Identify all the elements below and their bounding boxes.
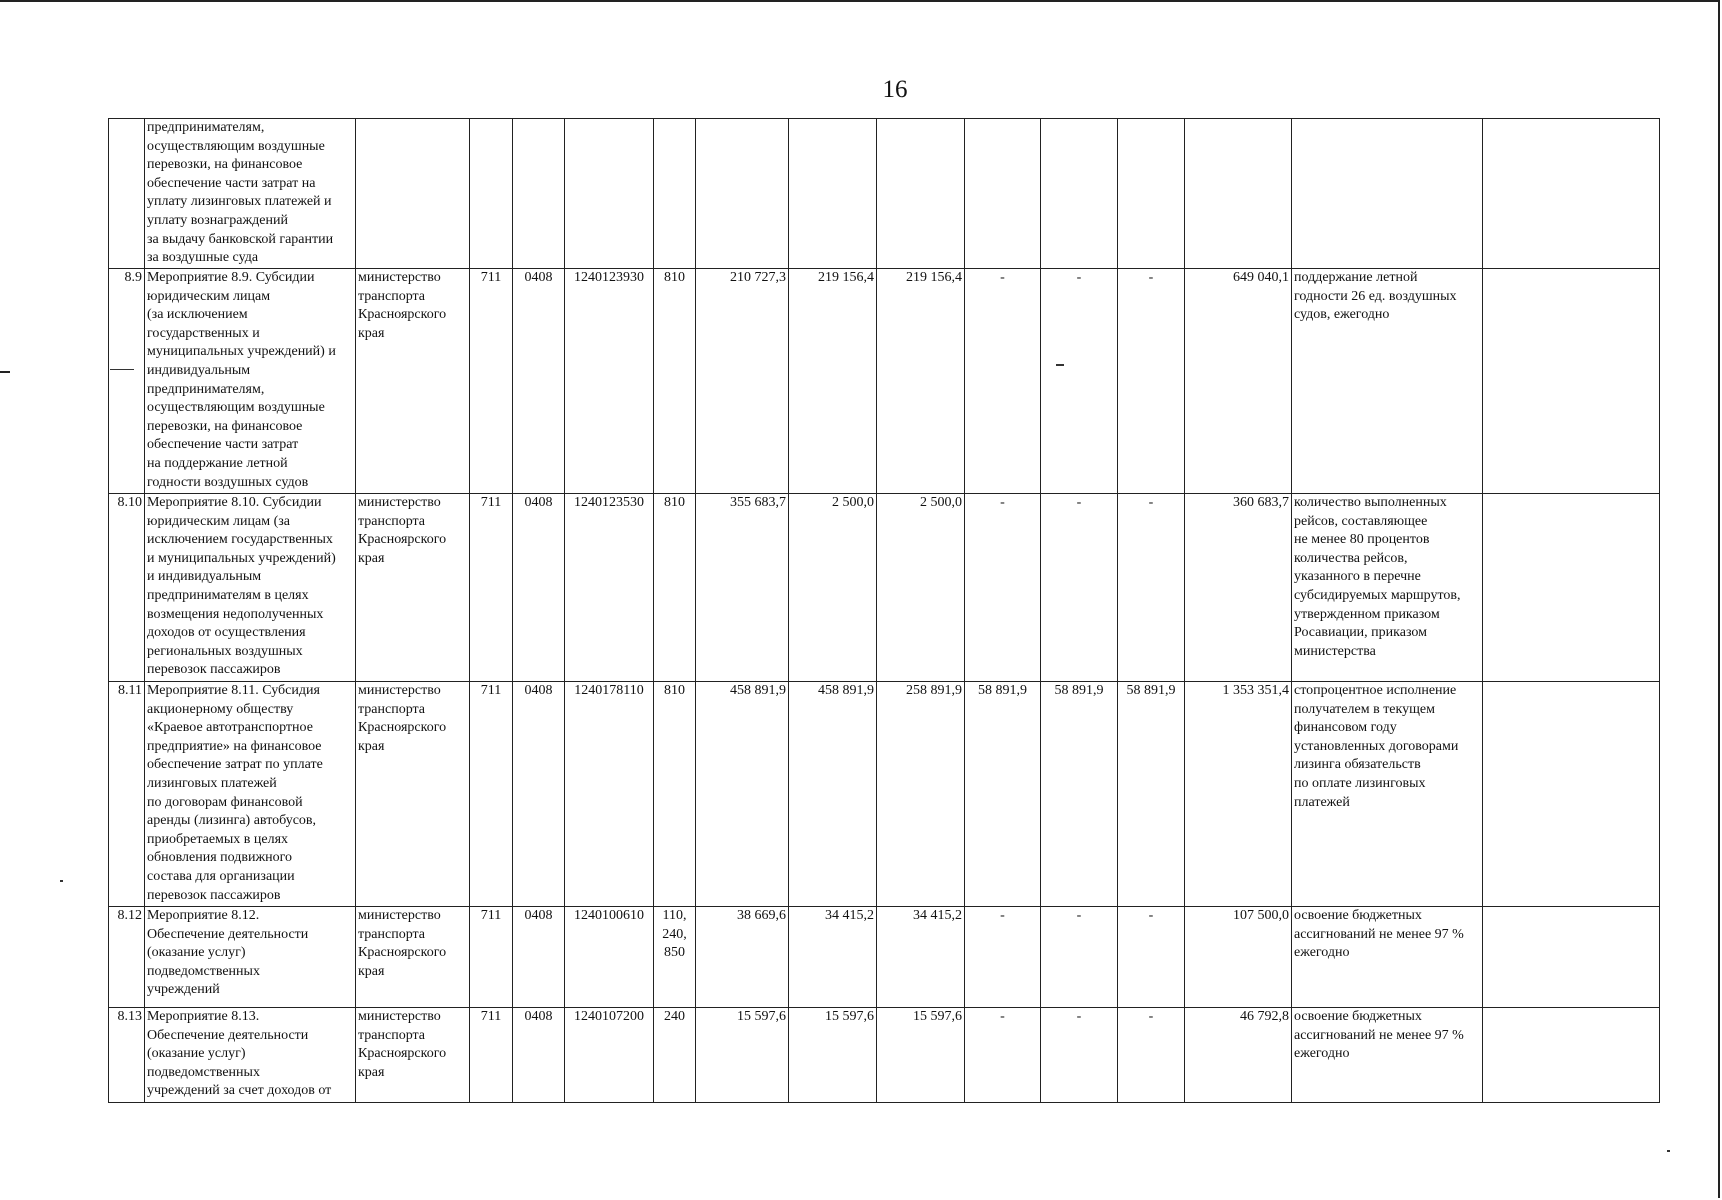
activity-name: Мероприятие 8.9. Субсидии юридическим лицам (за исключением государственных и муниципальных учреждений) и индивидуальным предпринимателям, осуществляющим воздушные перевозки, на финансовое обеспечение части затрат на поддержание летной годности воздушных судов — [145, 269, 356, 494]
table-row — [109, 1008, 1660, 1103]
expected-result: освоение бюджетных ассигнований не менее 97 % ежегодно — [1292, 907, 1483, 1008]
row-number: 8.10 — [109, 494, 145, 682]
amount-year-6: - — [1118, 1008, 1185, 1103]
row-number — [109, 119, 145, 269]
csr-code — [565, 119, 654, 269]
extra-column — [1483, 907, 1660, 1008]
csr-code: 1240100610 — [565, 907, 654, 1008]
page-number: 16 — [882, 76, 908, 103]
amount-year-5: - — [1041, 269, 1118, 494]
amount-year-5: - — [1041, 1008, 1118, 1103]
grbs-code: 711 — [470, 494, 513, 682]
rzpr-code — [513, 119, 565, 269]
extra-column — [1483, 494, 1660, 682]
expected-result: стопроцентное исполнение получателем в текущем финансовом году установленных договорами лизинга обязательств по оплате лизинговых платежей — [1292, 682, 1483, 907]
grbs-code: 711 — [470, 269, 513, 494]
extra-column — [1483, 682, 1660, 907]
amount-total: 107 500,0 — [1185, 907, 1292, 1008]
amount-year-2: 34 415,2 — [789, 907, 877, 1008]
vr-code: 810 — [654, 494, 696, 682]
amount-year-3: 258 891,9 — [877, 682, 965, 907]
extra-column — [1483, 269, 1660, 494]
row-number: 8.12 — [109, 907, 145, 1008]
amount-year-1: 15 597,6 — [696, 1008, 789, 1103]
expected-result: количество выполненных рейсов, составляющее не менее 80 процентов количества рейсов, указанного в перечне субсидируемых маршрутов, утвержденном приказом Росавиации, приказом министерства — [1292, 494, 1483, 682]
extra-column — [1483, 1008, 1660, 1103]
activity-name: Мероприятие 8.12. Обеспечение деятельности (оказание услуг) подведомственных учреждений — [145, 907, 356, 1008]
expected-result — [1292, 119, 1483, 269]
extra-column — [1483, 119, 1660, 269]
rzpr-code: 0408 — [513, 494, 565, 682]
table-row — [109, 907, 1660, 1008]
csr-code: 1240123930 — [565, 269, 654, 494]
amount-year-3: 219 156,4 — [877, 269, 965, 494]
scan-speck — [60, 880, 63, 882]
scan-speck — [1667, 1150, 1670, 1152]
rzpr-code: 0408 — [513, 269, 565, 494]
amount-year-4 — [965, 119, 1041, 269]
csr-code: 1240107200 — [565, 1008, 654, 1103]
grbs-code: 711 — [470, 907, 513, 1008]
amount-year-2: 2 500,0 — [789, 494, 877, 682]
grbs-code: 711 — [470, 682, 513, 907]
vr-code: 810 — [654, 269, 696, 494]
expected-result: поддержание летной годности 26 ед. воздушных судов, ежегодно — [1292, 269, 1483, 494]
amount-year-2 — [789, 119, 877, 269]
amount-year-6: - — [1118, 494, 1185, 682]
amount-total: 1 353 351,4 — [1185, 682, 1292, 907]
amount-year-6 — [1118, 119, 1185, 269]
row-number: 8.11 — [109, 682, 145, 907]
amount-year-4: - — [965, 494, 1041, 682]
vr-code: 110, 240, 850 — [654, 907, 696, 1008]
grbs-code — [470, 119, 513, 269]
margin-mark — [0, 371, 10, 373]
amount-year-6: 58 891,9 — [1118, 682, 1185, 907]
rzpr-code: 0408 — [513, 682, 565, 907]
amount-total: 46 792,8 — [1185, 1008, 1292, 1103]
expected-result: освоение бюджетных ассигнований не менее 97 % ежегодно — [1292, 1008, 1483, 1103]
amount-year-4: - — [965, 269, 1041, 494]
grbs-name: министерство транспорта Красноярского края — [356, 269, 470, 494]
amount-year-2: 219 156,4 — [789, 269, 877, 494]
table-row — [109, 494, 1660, 682]
amount-year-3: 34 415,2 — [877, 907, 965, 1008]
csr-code: 1240178110 — [565, 682, 654, 907]
amount-year-1: 210 727,3 — [696, 269, 789, 494]
csr-code: 1240123530 — [565, 494, 654, 682]
amount-year-2: 458 891,9 — [789, 682, 877, 907]
rzpr-code: 0408 — [513, 1008, 565, 1103]
amount-year-3 — [877, 119, 965, 269]
table-row — [109, 682, 1660, 907]
row-number: 8.13 — [109, 1008, 145, 1103]
grbs-name: министерство транспорта Красноярского края — [356, 494, 470, 682]
grbs-code: 711 — [470, 1008, 513, 1103]
row-number: 8.9 — [109, 269, 145, 494]
amount-year-4: 58 891,9 — [965, 682, 1041, 907]
amount-total — [1185, 119, 1292, 269]
amount-year-5: 58 891,9 — [1041, 682, 1118, 907]
amount-year-5: - — [1041, 494, 1118, 682]
vr-code — [654, 119, 696, 269]
scan-speck — [110, 369, 134, 370]
amount-total: 649 040,1 — [1185, 269, 1292, 494]
amount-year-5 — [1041, 119, 1118, 269]
amount-year-4: - — [965, 1008, 1041, 1103]
activity-name: предпринимателям, осуществляющим воздушные перевозки, на финансовое обеспечение части затрат на уплату лизинговых платежей и уплату вознаграждений за выдачу банковской гарантии за воздушные суда — [145, 119, 356, 269]
amount-year-6: - — [1118, 907, 1185, 1008]
scan-speck — [1056, 364, 1064, 366]
amount-year-1: 38 669,6 — [696, 907, 789, 1008]
table-row — [109, 269, 1660, 494]
amount-year-1: 355 683,7 — [696, 494, 789, 682]
amount-year-4: - — [965, 907, 1041, 1008]
vr-code: 810 — [654, 682, 696, 907]
grbs-name — [356, 119, 470, 269]
grbs-name: министерство транспорта Красноярского края — [356, 1008, 470, 1103]
activity-name: Мероприятие 8.13. Обеспечение деятельности (оказание услуг) подведомственных учреждений за счет доходов от — [145, 1008, 356, 1103]
amount-total: 360 683,7 — [1185, 494, 1292, 682]
program-activities-table — [108, 118, 1660, 1103]
amount-year-5: - — [1041, 907, 1118, 1008]
amount-year-6: - — [1118, 269, 1185, 494]
amount-year-1: 458 891,9 — [696, 682, 789, 907]
amount-year-1 — [696, 119, 789, 269]
vr-code: 240 — [654, 1008, 696, 1103]
grbs-name: министерство транспорта Красноярского края — [356, 682, 470, 907]
amount-year-3: 2 500,0 — [877, 494, 965, 682]
activity-name: Мероприятие 8.11. Субсидия акционерному обществу «Краевое автотранспортное предприятие» на финансовое обеспечение затрат по уплате лизинговых платежей по договорам финансовой аренды (лизинга) автобусов, приобретаемых в целях обновления подвижного состава для организации перевозок пассажиров — [145, 682, 356, 907]
amount-year-3: 15 597,6 — [877, 1008, 965, 1103]
amount-year-2: 15 597,6 — [789, 1008, 877, 1103]
grbs-name: министерство транспорта Красноярского края — [356, 907, 470, 1008]
activity-name: Мероприятие 8.10. Субсидии юридическим лицам (за исключением государственных и муниципальных учреждений) и индивидуальным предпринимателям в целях возмещения недополученных доходов от осуществления региональных воздушных перевозок пассажиров — [145, 494, 356, 682]
rzpr-code: 0408 — [513, 907, 565, 1008]
table-row — [109, 119, 1660, 269]
